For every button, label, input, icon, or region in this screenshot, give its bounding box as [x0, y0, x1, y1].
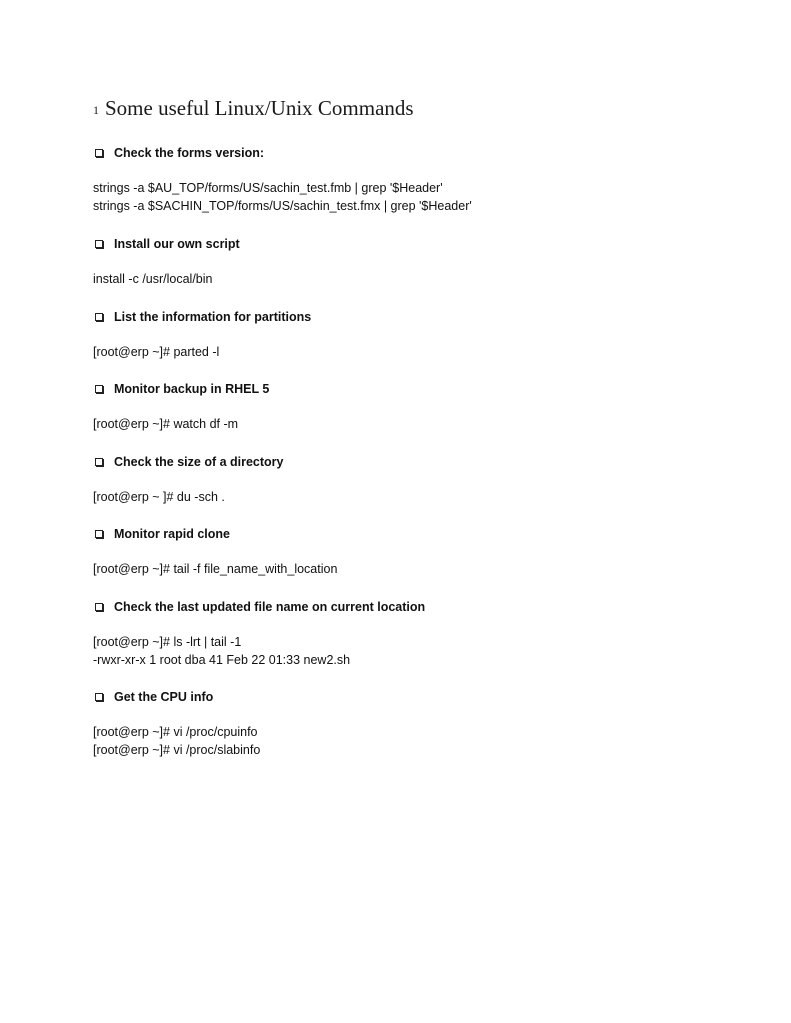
section-label: Monitor backup in RHEL 5 — [114, 382, 270, 396]
heading-title: Some useful Linux/Unix Commands — [105, 96, 414, 120]
section-last-updated-file — [93, 597, 753, 669]
command-block — [93, 415, 753, 433]
command-line: [root@erp ~]# watch df -m — [93, 417, 239, 431]
command-line: [root@erp ~]# ls -lrt | tail -1 — [93, 635, 242, 649]
bullet-row — [93, 687, 753, 707]
bullet-row — [93, 307, 753, 327]
command-line: [root@erp ~]# tail -f file_name_with_location — [93, 562, 338, 576]
section-label: Install our own script — [114, 237, 240, 251]
checkbox-bullet-icon — [95, 313, 103, 321]
checkbox-bullet-icon — [95, 149, 103, 157]
section-forms-version — [93, 143, 753, 215]
page-heading — [93, 94, 414, 124]
section-label: Check the last updated file name on current location — [114, 600, 426, 614]
checkbox-bullet-icon — [95, 603, 103, 611]
section-label: List the information for partitions — [114, 310, 312, 324]
bullet-row — [93, 524, 753, 544]
command-line: [root@erp ~]# vi /proc/slabinfo — [93, 743, 261, 757]
section-rapid-clone — [93, 524, 753, 578]
command-output-line: -rwxr-xr-x 1 root dba 41 Feb 22 01:33 new2.sh — [93, 653, 351, 667]
section-install-script — [93, 234, 753, 288]
command-line: install -c /usr/local/bin — [93, 272, 213, 286]
command-block — [93, 488, 753, 506]
section-label: Get the CPU info — [114, 690, 214, 704]
command-block — [93, 560, 753, 578]
command-block — [93, 343, 753, 361]
checkbox-bullet-icon — [95, 693, 103, 701]
command-line: strings -a $AU_TOP/forms/US/sachin_test.fmb | grep '$Header' — [93, 181, 443, 195]
bullet-row — [93, 597, 753, 617]
bullet-row — [93, 234, 753, 254]
bullet-row — [93, 452, 753, 472]
command-block — [93, 633, 753, 669]
section-cpu-info — [93, 687, 753, 759]
section-label: Check the size of a directory — [114, 455, 284, 469]
section-directory-size — [93, 452, 753, 506]
command-line: [root@erp ~]# vi /proc/cpuinfo — [93, 725, 258, 739]
checkbox-bullet-icon — [95, 385, 103, 393]
command-line: [root@erp ~]# parted -l — [93, 345, 220, 359]
command-line: strings -a $SACHIN_TOP/forms/US/sachin_test.fmx | grep '$Header' — [93, 199, 472, 213]
checkbox-bullet-icon — [95, 530, 103, 538]
command-block — [93, 270, 753, 288]
section-label: Check the forms version: — [114, 146, 265, 160]
checkbox-bullet-icon — [95, 240, 103, 248]
command-block — [93, 179, 753, 215]
bullet-row — [93, 143, 753, 163]
section-monitor-backup — [93, 379, 753, 433]
command-block — [93, 723, 753, 759]
section-partitions — [93, 307, 753, 361]
section-label: Monitor rapid clone — [114, 527, 230, 541]
checkbox-bullet-icon — [95, 458, 103, 466]
command-line: [root@erp ~ ]# du -sch . — [93, 490, 225, 504]
heading-number: 1 — [93, 103, 99, 117]
bullet-row — [93, 379, 753, 399]
